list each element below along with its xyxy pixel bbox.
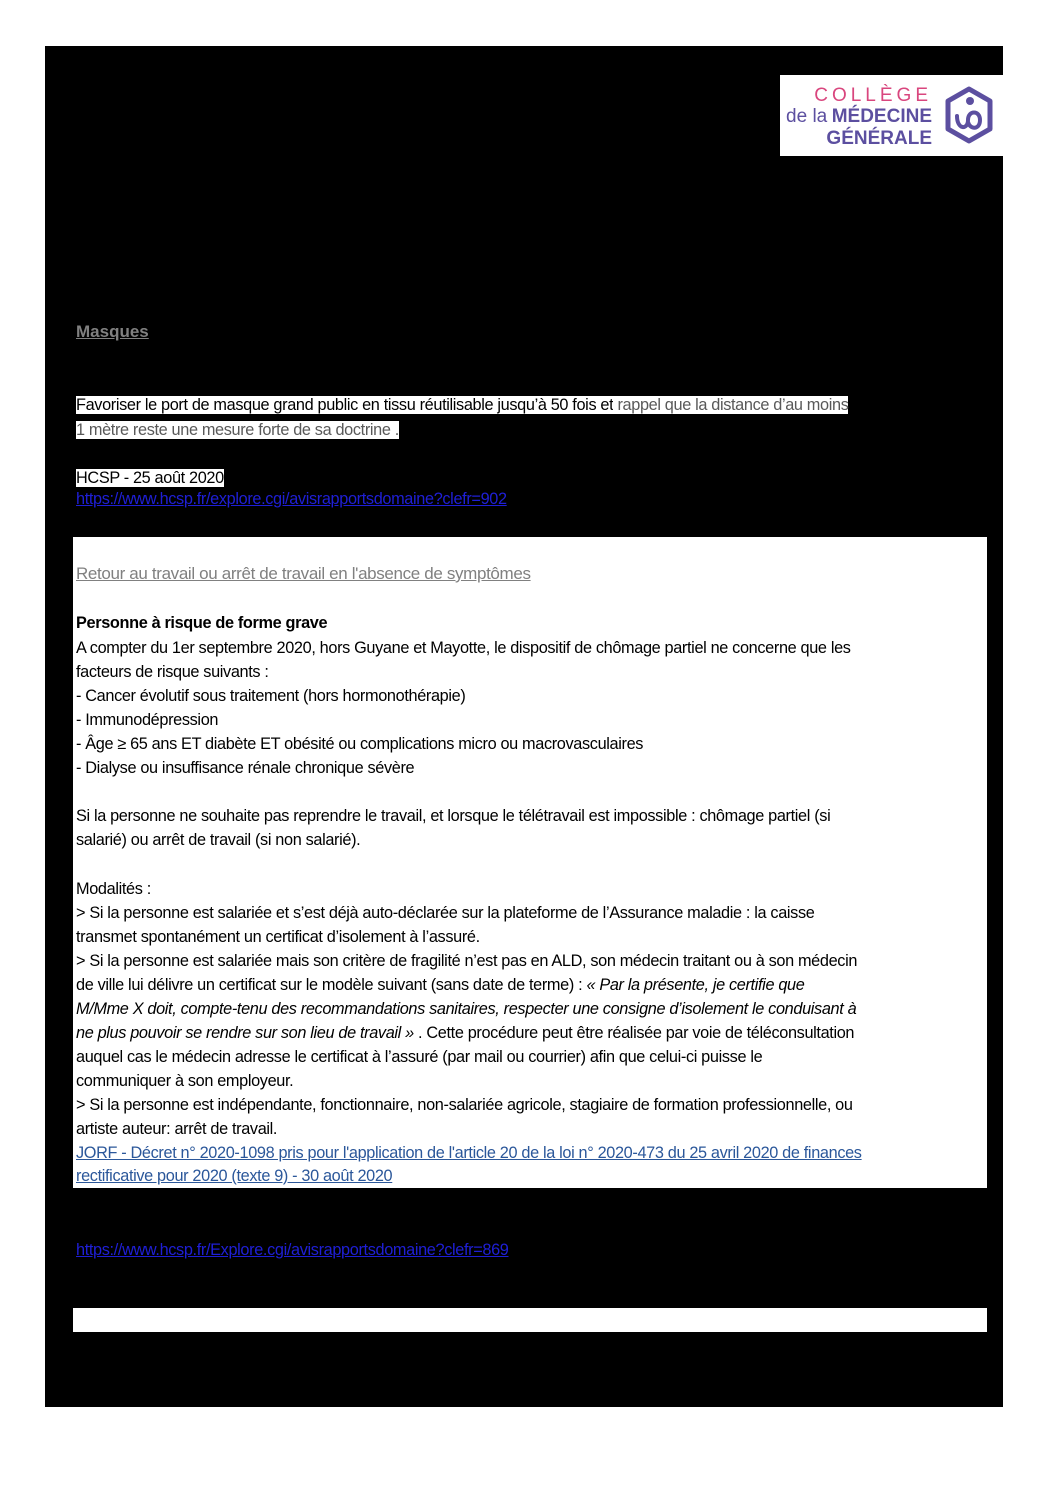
jorf-link-line-1[interactable]: JORF - Décret n° 2020-1098 pris pour l'application de l'article 20 de la loi n° 2020-473 du 25 avril 2020 de finances	[76, 1144, 862, 1162]
blank-white-bar	[73, 1308, 987, 1332]
modalite-2d-quote: ne plus pouvoir se rendre sur son lieu de travail »	[76, 1024, 414, 1042]
college-logo	[780, 75, 1004, 156]
risk-item: - Dialyse ou insuffisance rénale chronique sévère	[76, 759, 415, 777]
hcsp-link-869[interactable]: https://www.hcsp.fr/Explore.cgi/avisrapportsdomaine?clefr=869	[76, 1241, 509, 1259]
retour-subtitle: Personne à risque de forme grave	[76, 614, 328, 632]
modalites-label: Modalités :	[76, 880, 151, 898]
masques-text-a: Favoriser le port de masque grand public en tissu réutilisable jusqu’à 50 fois et	[76, 396, 614, 414]
modalite-1a: > Si la personne est salariée et s’est déjà auto-déclarée sur la plateforme de l’Assurance maladie : la caisse	[76, 904, 815, 922]
retour-para-1: Si la personne ne souhaite pas reprendre le travail, et lorsque le télétravail est impossible : chômage partiel (si	[76, 807, 831, 825]
logo-medecine: MÉDECINE	[831, 106, 932, 127]
modalite-2b-quote: « Par la présente, je certifie que	[586, 976, 805, 994]
risk-item: - Cancer évolutif sous traitement (hors hormonothérapie)	[76, 687, 466, 705]
masques-text-c: 1 mètre reste une mesure forte de sa doctrine .	[76, 421, 399, 439]
logo-generale: GÉNÉRALE	[826, 128, 932, 149]
masques-line-2	[76, 418, 399, 442]
masques-hcsp-link[interactable]: https://www.hcsp.fr/explore.cgi/avisrapportsdomaine?clefr=902	[76, 490, 507, 508]
masques-source-text: HCSP - 25 août 2020	[76, 469, 224, 487]
modalite-2f: communiquer à son employeur.	[76, 1072, 294, 1090]
logo-college: COLLÈGE	[814, 85, 932, 106]
modalite-2a: > Si la personne est salariée mais son critère de fragilité n’est pas en ALD, son médecin traitant ou à son médecin	[76, 952, 858, 970]
modalite-3b: artiste auteur: arrêt de travail.	[76, 1120, 278, 1138]
retour-para-2: salarié) ou arrêt de travail (si non salarié).	[76, 831, 361, 849]
retour-intro-1: A compter du 1er septembre 2020, hors Guyane et Mayotte, le dispositif de chômage partiel ne concerne que les	[76, 639, 851, 657]
retour-title: Retour au travail ou arrêt de travail en l'absence de symptômes	[76, 564, 531, 583]
modalite-2c: M/Mme X doit, compte-tenu des recommandations sanitaires, respecter une consigne d’isolement le conduisant à	[76, 1000, 857, 1018]
masques-text-b: rappel que la distance d’au moins	[617, 396, 849, 414]
retour-intro-2: facteurs de risque suivants :	[76, 663, 269, 681]
modalite-2e: auquel cas le médecin adresse le certificat à l’assuré (par mail ou courrier) afin que celui-ci puisse le	[76, 1048, 763, 1066]
modalite-2d-plain: . Cette procédure peut être réalisée par voie de téléconsultation	[418, 1024, 855, 1042]
modalite-3a: > Si la personne est indépendante, fonctionnaire, non-salariée agricole, stagiaire de formation professionnelle, ou	[76, 1096, 853, 1114]
jorf-link-line-2[interactable]: rectificative pour 2020 (texte 9) - 30 août 2020	[76, 1167, 393, 1185]
modalite-1b: transmet spontanément un certificat d’isolement à l’assuré.	[76, 928, 480, 946]
risk-item: - Âge ≥ 65 ans ET diabète ET obésité ou complications micro ou macrovasculaires	[76, 735, 644, 753]
modalite-2b	[76, 973, 804, 997]
risk-item: - Immunodépression	[76, 711, 219, 729]
hexagon-person-icon	[944, 86, 994, 144]
modalite-2d	[76, 1021, 854, 1045]
masques-line-1	[76, 393, 848, 417]
logo-de-la: de la	[786, 106, 828, 127]
modalite-2b-plain: de ville lui délivre un certificat sur le modèle suivant (sans date de terme) :	[76, 976, 583, 994]
masques-heading: Masques	[76, 322, 149, 341]
